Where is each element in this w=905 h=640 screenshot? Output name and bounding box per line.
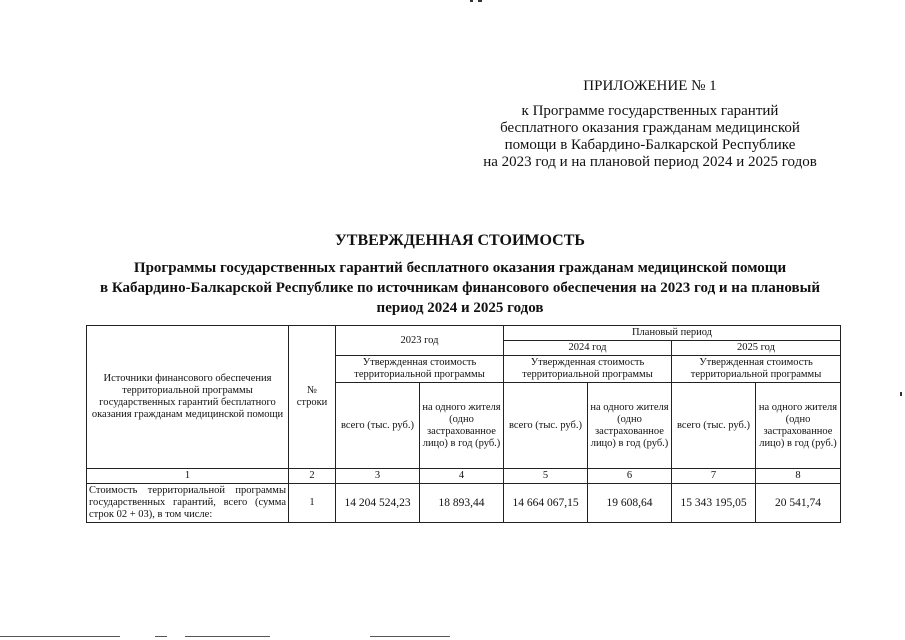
header-row-number: № строки	[289, 326, 336, 469]
row-source: Стоимость территориальной программы государственных гарантий, всего (сумма строк 02 + 03), в том числе:	[87, 484, 289, 523]
subtitle-line: период 2024 и 2025 годов	[376, 300, 544, 316]
subtitle-line: Программы государственных гарантий бесплатного оказания гражданам медицинской помощи	[133, 260, 787, 276]
column-number: 5	[504, 469, 588, 484]
subtitle-line: в Кабардино-Балкарской Республике по источникам финансового обеспечения на 2023 год и на плановый	[100, 280, 820, 296]
header-per-resident-2023: на одного жителя (одно застрахованное лицо) в год (руб.)	[420, 383, 504, 469]
table-row	[87, 484, 841, 523]
header-per-resident-2025: на одного жителя (одно застрахованное лицо) в год (руб.)	[756, 383, 841, 469]
cell-per-resident-2024: 19 608,64	[588, 484, 672, 523]
scan-line	[185, 636, 270, 637]
appendix-block	[460, 78, 840, 171]
header-total-2025: всего (тыс. руб.)	[672, 383, 756, 469]
column-number: 8	[756, 469, 841, 484]
column-number-row	[87, 469, 841, 484]
scan-speck	[478, 0, 482, 2]
header-source: Источники финансового обеспечения территориальной программы государственных гарантий бесплатного оказания гражданам медицинской помощи	[87, 326, 289, 469]
scan-line	[0, 636, 120, 637]
document-subtitle	[60, 258, 860, 318]
document-title: УТВЕРЖДЕННАЯ СТОИМОСТЬ	[335, 232, 585, 249]
appendix-line: бесплатного оказания гражданам медицинской	[500, 120, 800, 136]
column-number: 2	[289, 469, 336, 484]
appendix-title: ПРИЛОЖЕНИЕ № 1	[583, 78, 717, 94]
column-number: 1	[87, 469, 289, 484]
cost-table	[86, 325, 841, 523]
row-number: 1	[289, 484, 336, 523]
appendix-line: к Программе государственных гарантий	[521, 103, 779, 119]
header-approved-cost-2025: Утвержденная стоимость территориальной программы	[672, 356, 841, 383]
header-year-2024: 2024 год	[504, 341, 672, 356]
header-per-resident-2024: на одного жителя (одно застрахованное лицо) в год (руб.)	[588, 383, 672, 469]
column-number: 6	[588, 469, 672, 484]
cell-total-2023: 14 204 524,23	[336, 484, 420, 523]
cell-per-resident-2023: 18 893,44	[420, 484, 504, 523]
header-approved-cost-2023: Утвержденная стоимость территориальной программы	[336, 356, 504, 383]
cell-per-resident-2025: 20 541,74	[756, 484, 841, 523]
scan-line	[155, 636, 167, 637]
appendix-line: помощи в Кабардино-Балкарской Республике	[504, 137, 796, 153]
header-total-2024: всего (тыс. руб.)	[504, 383, 588, 469]
appendix-line: на 2023 год и на плановой период 2024 и 2025 годов	[483, 154, 817, 170]
column-number: 4	[420, 469, 504, 484]
column-number: 7	[672, 469, 756, 484]
header-approved-cost-2024: Утвержденная стоимость территориальной программы	[504, 356, 672, 383]
header-total-2023: всего (тыс. руб.)	[336, 383, 420, 469]
header-year-2025: 2025 год	[672, 341, 841, 356]
column-number: 3	[336, 469, 420, 484]
scan-speck	[470, 0, 473, 2]
scan-speck	[900, 392, 902, 396]
scan-line	[370, 636, 450, 637]
header-planning-period: Плановый период	[504, 326, 841, 341]
cell-total-2024: 14 664 067,15	[504, 484, 588, 523]
cell-total-2025: 15 343 195,05	[672, 484, 756, 523]
header-year-2023: 2023 год	[336, 326, 504, 356]
